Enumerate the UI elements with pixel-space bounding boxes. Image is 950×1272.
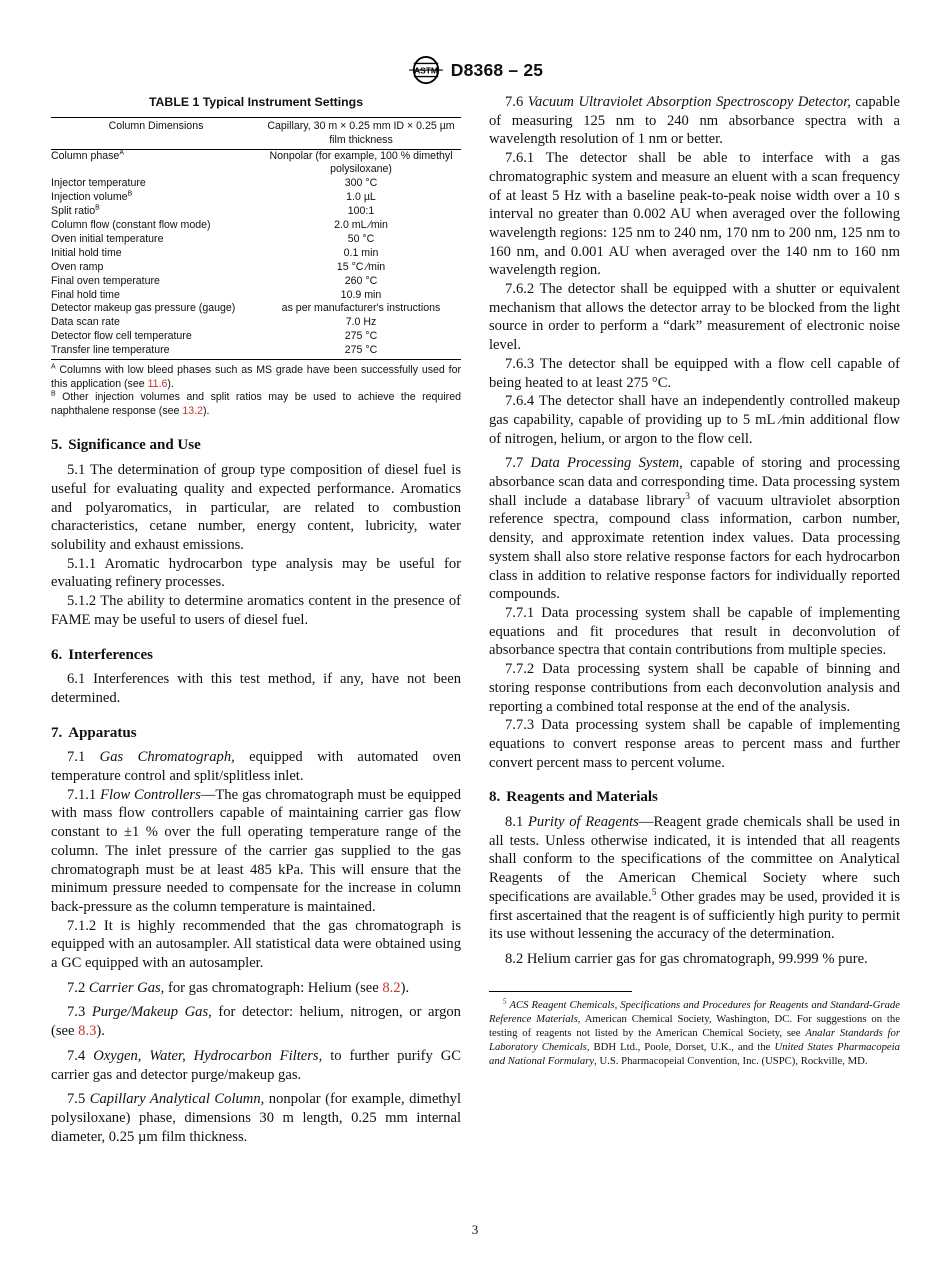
setting-value: 50 °C xyxy=(347,232,375,245)
setting-label: Final hold time xyxy=(51,288,120,301)
table-header-value: Capillary, 30 m × 0.25 mm ID × 0.25 µm film thickness xyxy=(261,117,461,149)
table-row xyxy=(51,289,461,303)
table-row xyxy=(51,219,461,233)
setting-value: as per manufacturer's instructions xyxy=(281,302,441,315)
setting-value: 10.9 min xyxy=(340,288,382,301)
table-row xyxy=(51,233,461,247)
section-7-heading: 7. Apparatus xyxy=(51,724,137,741)
table-header-label: Column Dimensions xyxy=(51,117,261,149)
para-5-1-1: 5.1.1 Aromatic hydrocarbon type analysis may be useful for evaluating refinery processes. xyxy=(51,555,461,591)
setting-label: Column phase$^A$ xyxy=(51,148,124,162)
table-row xyxy=(51,205,461,219)
para-7-7-3: 7.7.3 Data processing system shall be capable of implementing equations to convert response areas to percent mass and further convert percent mass to percent volume. xyxy=(489,717,900,771)
para-7-6: 7.6 Vacuum Ultraviolet Absorption Spectroscopy Detector, capable of measuring 125 nm to 240 nm absorbance spectra with a wavelength resolution of 1 nm or better. xyxy=(489,94,900,148)
para-7-1-1: 7.1.1 Flow Controllers—The gas chromatograph must be equipped with mass flow controllers capable of maintaining carrier gas flow constant to ±1 % over the full operating temperature range of the column. The inlet pressure of the carrier gas supplied to the gas chromatograph must be at least 485 kPa. This will ensure that the minimum pressure needed to compensate for the increase in column back-pressure as the column temperature is maintained. xyxy=(51,786,461,915)
setting-value: Nonpolar (for example, 100 % dimethyl polysiloxane) xyxy=(269,149,453,176)
table-notes xyxy=(51,364,461,418)
table-row xyxy=(51,344,461,359)
left-column xyxy=(51,93,461,1146)
ref-link-8-3[interactable]: 8.3 xyxy=(78,1023,97,1040)
table-title: TABLE 1 Typical Instrument Settings xyxy=(148,95,364,109)
instrument-settings-table xyxy=(51,117,461,360)
page-number: 3 xyxy=(471,1222,479,1237)
astm-logo-icon xyxy=(407,55,445,85)
para-7-5: 7.5 Capillary Analytical Column, nonpolar (for example, dimethyl polysiloxane) phase, dimensions 30 m length, 0.25 mm internal diameter, 0.25 µm film thickness. xyxy=(51,1091,461,1145)
table-row xyxy=(51,261,461,275)
table-row xyxy=(51,330,461,344)
footnote-5: $^5$ ACS Reagent Chemicals, Specifications and Procedures for Reagents and Standard-Grade Reference Materials, American Chemical Society, Washington, DC. For suggestions on the testing of reagents not listed by the American Chemical Society, see Analar Standards for Laboratory Chemicals, BDH Ltd., Poole, Dorset, U.K., and the United States Pharmacopeia and National Formulary, U.S. Pharmacopeial Convention, Inc. (USPC), Rockville, MD. xyxy=(489,997,901,1067)
setting-label: Data scan rate xyxy=(51,316,120,329)
setting-value: 1.0 µL xyxy=(346,191,376,204)
setting-label: Split ratio$^B$ xyxy=(51,204,100,218)
setting-value: 7.0 Hz xyxy=(345,316,377,329)
setting-label: Final oven temperature xyxy=(51,274,160,287)
setting-label: Injection volume$^B$ xyxy=(51,190,133,204)
para-5-1-2: 5.1.2 The ability to determine aromatics content in the presence of FAME may be useful to users of diesel fuel. xyxy=(51,593,461,628)
para-7-7-2: 7.7.2 Data processing system shall be capable of binning and storing response contributions from each deconvolution analysis and reporting a combined total response at the end of the analysis. xyxy=(489,661,900,715)
para-7-7-1: 7.7.1 Data processing system shall be capable of implementing equations and fit procedures that result in deconvolution of absorbance spectra that contain contributions from multiple species. xyxy=(489,604,900,659)
page-header xyxy=(0,55,950,90)
setting-label: Oven initial temperature xyxy=(51,232,164,245)
setting-label: Detector makeup gas pressure (gauge) xyxy=(51,302,236,315)
para-8-2: 8.2 Helium carrier gas for gas chromatograph, 99.999 % pure. xyxy=(505,950,868,967)
setting-label: Column flow (constant flow mode) xyxy=(51,219,211,232)
setting-value: 15 °C ⁄min xyxy=(336,260,386,273)
table-row xyxy=(51,177,461,191)
setting-value: 2.0 mL ⁄min xyxy=(334,219,388,232)
para-7-6-3: 7.6.3 The detector shall be equipped with a flow cell capable of being heated to at least 275 °C. xyxy=(489,355,900,391)
setting-value: 100:1 xyxy=(347,205,375,218)
section-8-heading: 8. Reagents and Materials xyxy=(489,789,658,806)
para-7-1: 7.1 Gas Chromatograph, equipped with automated oven temperature control and split/splitless inlet. xyxy=(51,749,461,785)
table-note-b: $^B$ Other injection volumes and split ratios may be used to achieve the required naphthalene response (see 13.2). xyxy=(51,390,461,417)
table-row xyxy=(51,275,461,289)
right-column xyxy=(489,93,900,1068)
para-6-1: 6.1 Interferences with this test method, if any, have not been determined. xyxy=(51,671,461,706)
ref-link-11-6[interactable]: 11.6 xyxy=(147,377,168,390)
table-row xyxy=(51,247,461,261)
ref-link-8-2[interactable]: 8.2 xyxy=(382,979,401,996)
setting-value: 260 °C xyxy=(344,274,378,287)
document-designation: D8368 – 25 xyxy=(450,59,544,80)
para-5-1: 5.1 The determination of group type composition of diesel fuel is useful for evaluating quality and expected performance. Aromatics and polyaromatics, in particular, are related to combustion characteristics, cetane number, energy content, lubricity, water solubility and exhaust emissions. xyxy=(51,462,461,553)
para-7-2: 7.2 Carrier Gas, for gas chromatograph: Helium (see 8.2). xyxy=(67,979,410,996)
setting-label: Oven ramp xyxy=(51,260,104,273)
para-7-6-2: 7.6.2 The detector shall be equipped with a shutter or equivalent mechanism that allows the detector array to be blocked from the light source in order to perform a “dark” measurement of electronic noise level. xyxy=(489,281,900,354)
svg-text:ASTM: ASTM xyxy=(413,65,438,76)
setting-label: Transfer line temperature xyxy=(51,344,261,359)
table-row xyxy=(51,302,461,316)
table-row xyxy=(51,149,461,177)
setting-value: 0.1 min xyxy=(343,246,379,259)
setting-value: 275 °C xyxy=(261,344,461,359)
section-6-heading: 6. Interferences xyxy=(51,646,153,663)
ref-link-13-2[interactable]: 13.2 xyxy=(182,404,203,417)
para-8-1: 8.1 Purity of Reagents—Reagent grade chemicals shall be used in all tests. Unless otherwise indicated, it is intended that all reagents shall conform to the specifications of the committee on Analytical Reagents of the American Chemical Society where such specifications are available.$^5$ Other grades may be used, provided it is first ascertained that the reagent is of sufficiently high purity to permit its use without lessening the accuracy of the determination. xyxy=(489,814,900,943)
table-row xyxy=(51,316,461,330)
para-7-1-2: 7.1.2 It is highly recommended that the gas chromatograph is equipped with an autosampler. All statistical data were obtained using a GC equipped with an autosampler. xyxy=(51,917,461,972)
para-7-3: 7.3 Purge/Makeup Gas, for detector: helium, nitrogen, or argon (see 8.3). xyxy=(51,1004,461,1040)
table-note-a: $^A$ Columns with low bleed phases such as MS grade have been successfully used for this application (see 11.6). xyxy=(51,363,461,390)
setting-label: Injector temperature xyxy=(51,177,146,190)
para-7-6-1: 7.6.1 The detector shall be able to interface with a gas chromatographic system and measure an eluent with a scan frequency of at least 5 Hz with a baseline peak-to-peak noise width over a 10 s interval no greater than 0.002 AU when averaged over the following wavelength regions: 125 nm to 240 nm, 170 nm to 200 nm, 125 nm to 160 nm, and 0.001 AU when averaged over the 140 nm to 160 nm wavelength region. xyxy=(489,150,900,279)
setting-label: Detector flow cell temperature xyxy=(51,330,192,343)
table-row xyxy=(51,191,461,205)
section-5-heading: 5. Significance and Use xyxy=(51,437,201,454)
para-7-4: 7.4 Oxygen, Water, Hydrocarbon Filters, to further purify GC carrier gas and detector purge/makeup gas. xyxy=(51,1047,462,1083)
para-7-7: 7.7 Data Processing System, capable of storing and processing absorbance scan data and corresponding time. Data processing system shall include a database library$^3$ of vacuum ultraviolet absorption reference spectra, compound class information, carbon number, density, and approximate retention index values. Data processing system shall also store relative response factors for each hydrocarbon class in addition to relative response factors for individually reported compounds. xyxy=(489,455,901,603)
setting-value: 300 °C xyxy=(344,177,378,190)
footnote-divider xyxy=(489,991,632,992)
setting-label: Initial hold time xyxy=(51,246,122,259)
para-7-6-4: 7.6.4 The detector shall have an independently controlled makeup gas capability, capable of providing up to 5 mL ⁄min additional flow of nitrogen, helium, or argon to the flow cell. xyxy=(489,393,900,447)
setting-value: 275 °C xyxy=(344,330,378,343)
